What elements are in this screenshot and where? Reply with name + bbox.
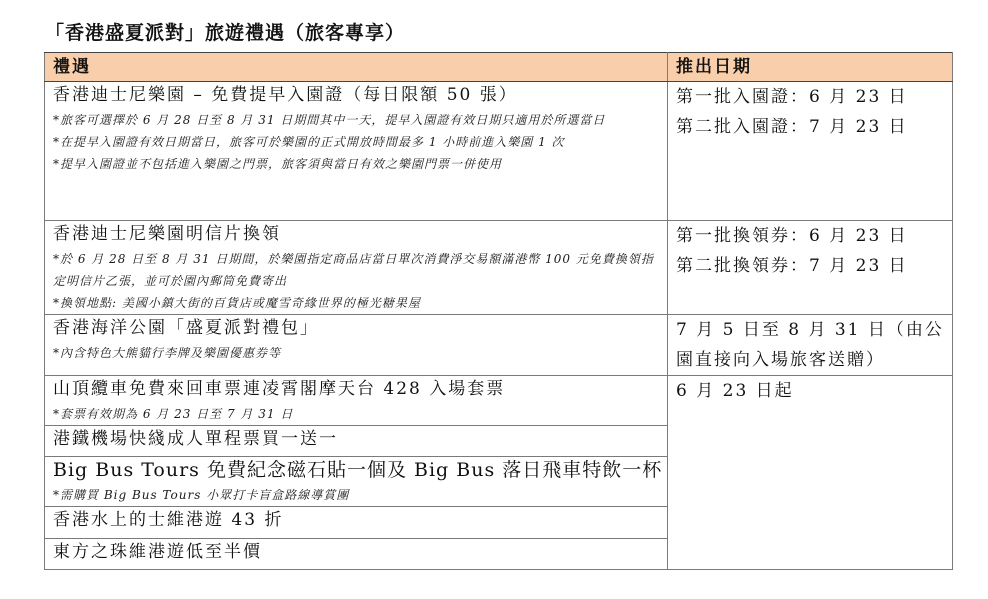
offer-note: *換領地點: 美國小鎮大街的百貨店或魔雪奇緣世界的極光糖果屋 — [53, 296, 421, 310]
table-row — [45, 315, 953, 376]
launch-date: 第一批入園證：6 月 23 日 — [676, 87, 908, 107]
offer-note: *在提早入園證有效日期當日，旅客可於樂園的正式開放時間最多 1 小時前進入樂園 1 次 — [53, 135, 565, 149]
launch-date: 第一批換領券：6 月 23 日 — [676, 226, 908, 246]
offer-note: *提早入園證並不包括進入樂園之門票，旅客須與當日有效之樂園門票一併使用 — [53, 157, 503, 171]
offer-cell — [45, 82, 668, 221]
launch-date: 6 月 23 日起 — [676, 381, 794, 401]
date-cell — [668, 82, 953, 221]
header-launch-date: 推出日期 — [668, 53, 953, 82]
header-offer: 禮遇 — [45, 53, 668, 82]
offer-note: *套票有效期為 6 月 23 日至 7 月 31 日 — [53, 407, 294, 421]
table-row — [45, 82, 953, 221]
offer-title: 香港水上的士維港遊 43 折 — [53, 510, 284, 530]
date-cell — [668, 221, 953, 315]
table-row — [45, 221, 953, 315]
offer-title: Big Bus Tours 免費紀念磁石貼一個及 Big Bus 落日飛車特飲一杯 — [53, 459, 663, 481]
table-header-row — [45, 53, 953, 82]
offer-cell — [45, 539, 668, 570]
offer-cell — [45, 315, 668, 376]
launch-date: 7 月 5 日至 8 月 31 日（由公園直接向入場旅客送贈） — [676, 320, 944, 370]
launch-date: 第二批入園證：7 月 23 日 — [676, 117, 908, 137]
offer-note: *旅客可選擇於 6 月 28 日至 8 月 31 日期間其中一天，提早入園證有效日期只適用於所選當日 — [53, 113, 606, 127]
offer-title: 港鐵機場快綫成人單程票買一送一 — [53, 429, 338, 449]
offer-title: 香港迪士尼樂園 – 免費提早入園證（每日限額 50 張） — [53, 85, 518, 105]
date-cell — [668, 376, 953, 570]
offer-title: 山頂纜車免費來回車票連凌霄閣摩天台 428 入場套票 — [53, 379, 506, 399]
offer-cell — [45, 426, 668, 457]
table-row — [45, 376, 953, 426]
offer-title: 香港迪士尼樂園明信片換領 — [53, 224, 281, 244]
offer-cell — [45, 221, 668, 315]
offer-title: 東方之珠維港遊低至半價 — [53, 542, 262, 562]
offer-note: *於 6 月 28 日至 8 月 31 日期間，於樂園指定商品店當日單次消費淨交易額滿港幣 100 元免費換領指定明信片乙張，並可於園內郵筒免費寄出 — [53, 252, 654, 288]
document-title: 「香港盛夏派對」旅遊禮遇（旅客專享） — [45, 22, 406, 44]
offer-cell — [45, 376, 668, 426]
offer-title: 香港海洋公園「盛夏派對禮包」 — [53, 318, 319, 338]
offer-note: *內含特色大熊貓行李牌及樂園優惠券等 — [53, 346, 282, 360]
launch-date: 第二批換領券：7 月 23 日 — [676, 256, 908, 276]
offer-note: *需購買 Big Bus Tours 小眾打卡盲盒路線導賞團 — [53, 488, 350, 502]
offers-table — [44, 52, 953, 570]
offer-cell — [45, 507, 668, 539]
date-cell — [668, 315, 953, 376]
offer-cell — [45, 457, 668, 507]
